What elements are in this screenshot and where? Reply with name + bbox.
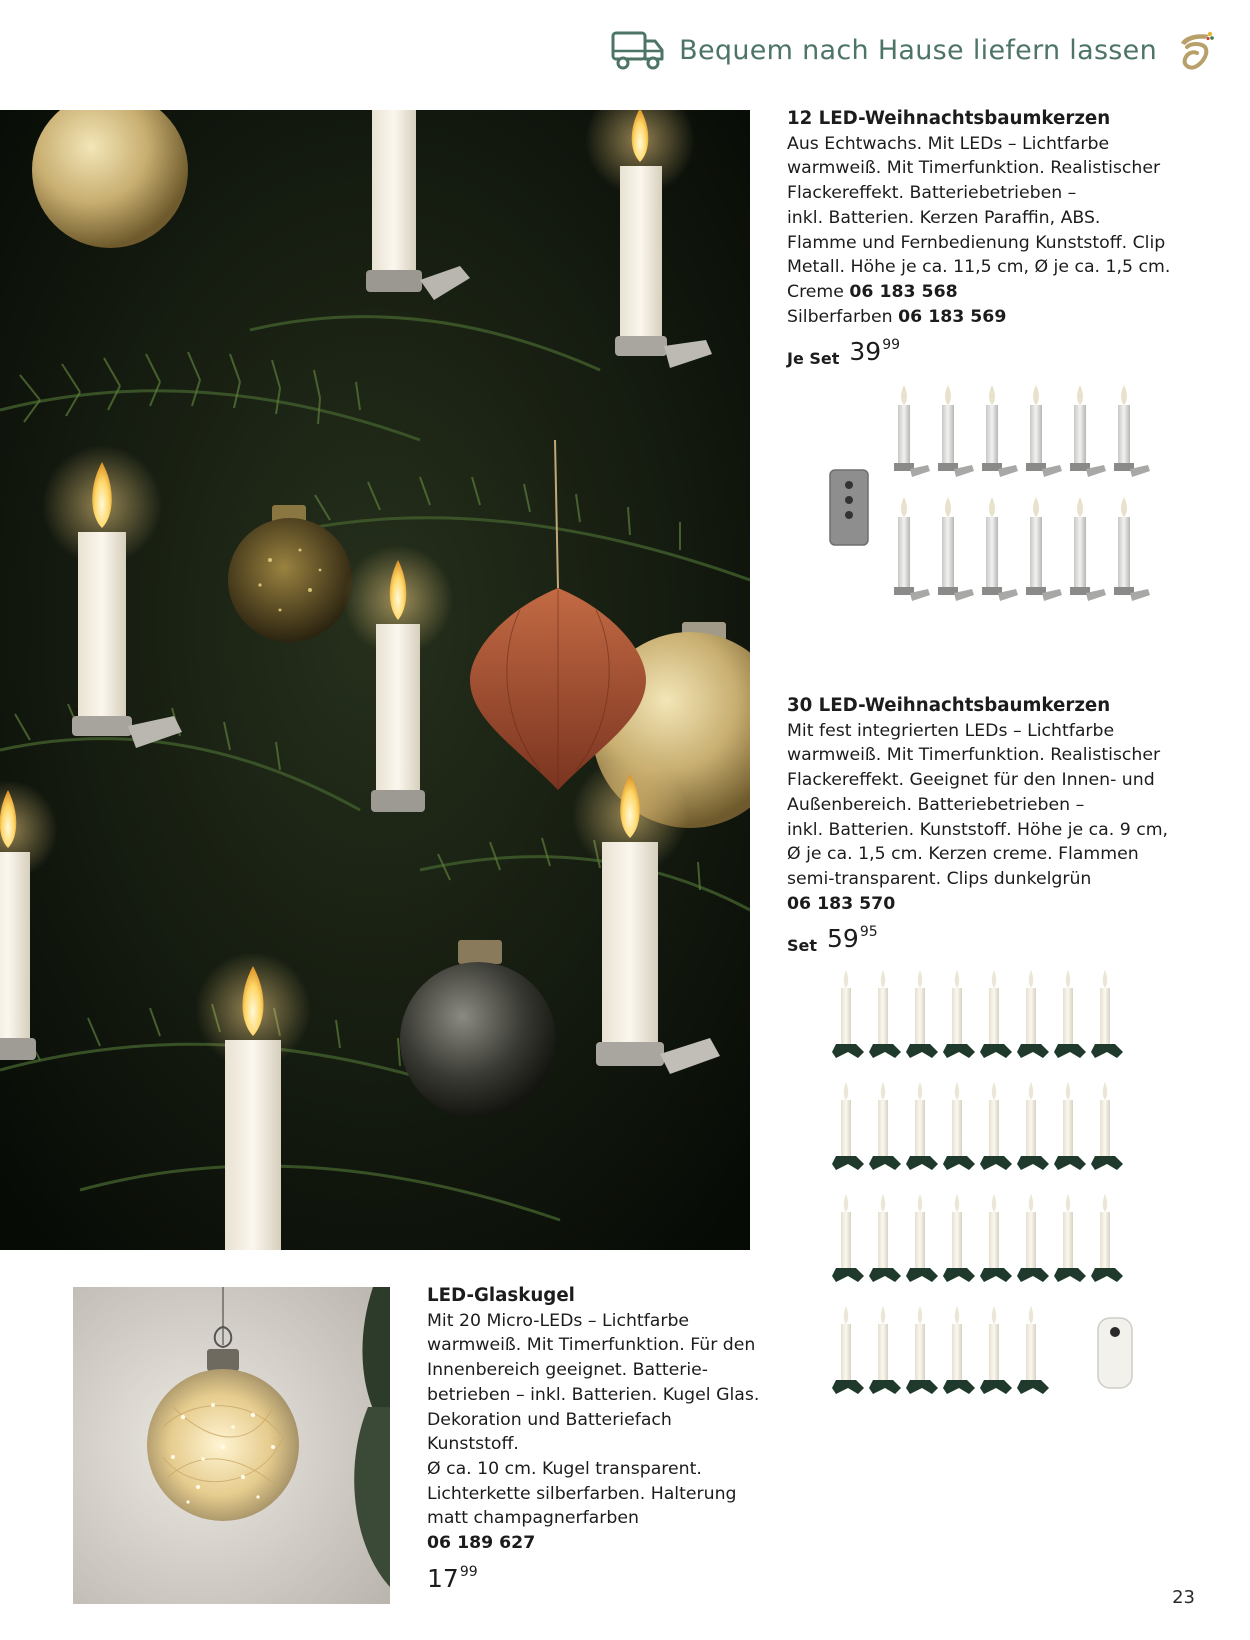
price-cents: 99: [459, 1563, 478, 1580]
tchibo-logo: [1175, 29, 1215, 71]
product-12-led-candles: [787, 107, 1227, 372]
price-prefix: Set: [787, 936, 818, 956]
article-number: 06 183 570: [787, 893, 896, 914]
product-description-line: Flackereffekt. Batteriebetrieben –: [787, 183, 1077, 204]
product-description-line: betrieben – inkl. Batterien. Kugel Glas.: [427, 1384, 760, 1405]
product-image-12-candles: [820, 385, 1150, 620]
price-main: 39: [849, 337, 882, 367]
product-description-line: Metall. Höhe je ca. 11,5 cm, Ø je ca. 1,5 cm.: [787, 257, 1171, 278]
price-main: 17: [427, 1563, 459, 1593]
product-title: LED-Glaskugel: [427, 1285, 575, 1306]
variant-label: Silberfarben: [787, 306, 893, 327]
product-description-line: Aus Echtwachs. Mit LEDs – Lichtfarbe: [787, 133, 1110, 154]
price: [427, 1564, 767, 1594]
product-description-line: Lichterkette silberfarben. Halterung: [427, 1483, 737, 1504]
product-description-line: Mit fest integrierten LEDs – Lichtfarbe: [787, 720, 1115, 741]
product-title: 30 LED-Weihnachtsbaumkerzen: [787, 695, 1111, 716]
led-glass-ball-photo: [73, 1287, 390, 1604]
price-cents: 95: [859, 924, 878, 941]
product-description-line: matt champagnerfarben: [427, 1508, 639, 1529]
variant-label: Creme: [787, 281, 844, 302]
product-description-line: inkl. Batterien. Kerzen Paraffin, ABS.: [787, 207, 1101, 228]
price: [787, 337, 1227, 372]
product-led-glass-ball: [427, 1284, 767, 1594]
product-title: 12 LED-Weihnachtsbaumkerzen: [787, 108, 1111, 129]
product-description-line: semi-transparent. Clips dunkelgrün: [787, 868, 1092, 889]
variant-creme: [787, 280, 1227, 305]
product-30-led-candles: [787, 694, 1227, 959]
header: [611, 20, 1215, 80]
delivery-text: Bequem nach Hause liefern lassen: [679, 34, 1157, 66]
article-number: 06 189 627: [427, 1533, 536, 1554]
product-description-line: Dekoration und Batteriefach Kunststoff.: [427, 1409, 672, 1455]
product-description-line: Ø je ca. 1,5 cm. Kerzen creme. Flammen: [787, 844, 1139, 865]
variant-silver: [787, 305, 1227, 330]
christmas-tree-photo: [0, 110, 750, 1250]
product-description-line: warmweiß. Mit Timerfunktion. Realistischer: [787, 158, 1161, 179]
price-cents: 99: [882, 337, 901, 354]
product-description-line: warmweiß. Mit Timerfunktion. Für den: [427, 1335, 756, 1356]
price-main: 59: [827, 924, 859, 954]
product-image-30-candles: [830, 970, 1170, 1430]
product-description-line: inkl. Batterien. Kunststoff. Höhe je ca. 9 cm,: [787, 819, 1169, 840]
product-description-line: Flamme und Fernbedienung Kunststoff. Clip: [787, 232, 1166, 253]
product-description-line: Innenbereich geeignet. Batterie-: [427, 1360, 709, 1381]
truck-icon: [611, 29, 665, 71]
product-description-line: Flackereffekt. Geeignet für den Innen- und: [787, 770, 1155, 791]
product-description-line: Ø ca. 10 cm. Kugel transparent.: [427, 1458, 702, 1479]
price-prefix: Je Set: [787, 349, 840, 369]
product-description-line: Mit 20 Micro-LEDs – Lichtfarbe: [427, 1310, 690, 1331]
price: [787, 924, 1227, 959]
article-number: 06 183 569: [898, 306, 1007, 327]
article-number: 06 183 568: [849, 281, 958, 302]
page-number: 23: [1172, 1587, 1195, 1608]
product-description-line: Außenbereich. Batteriebetrieben –: [787, 794, 1085, 815]
product-description-line: warmweiß. Mit Timerfunktion. Realistischer: [787, 745, 1161, 766]
